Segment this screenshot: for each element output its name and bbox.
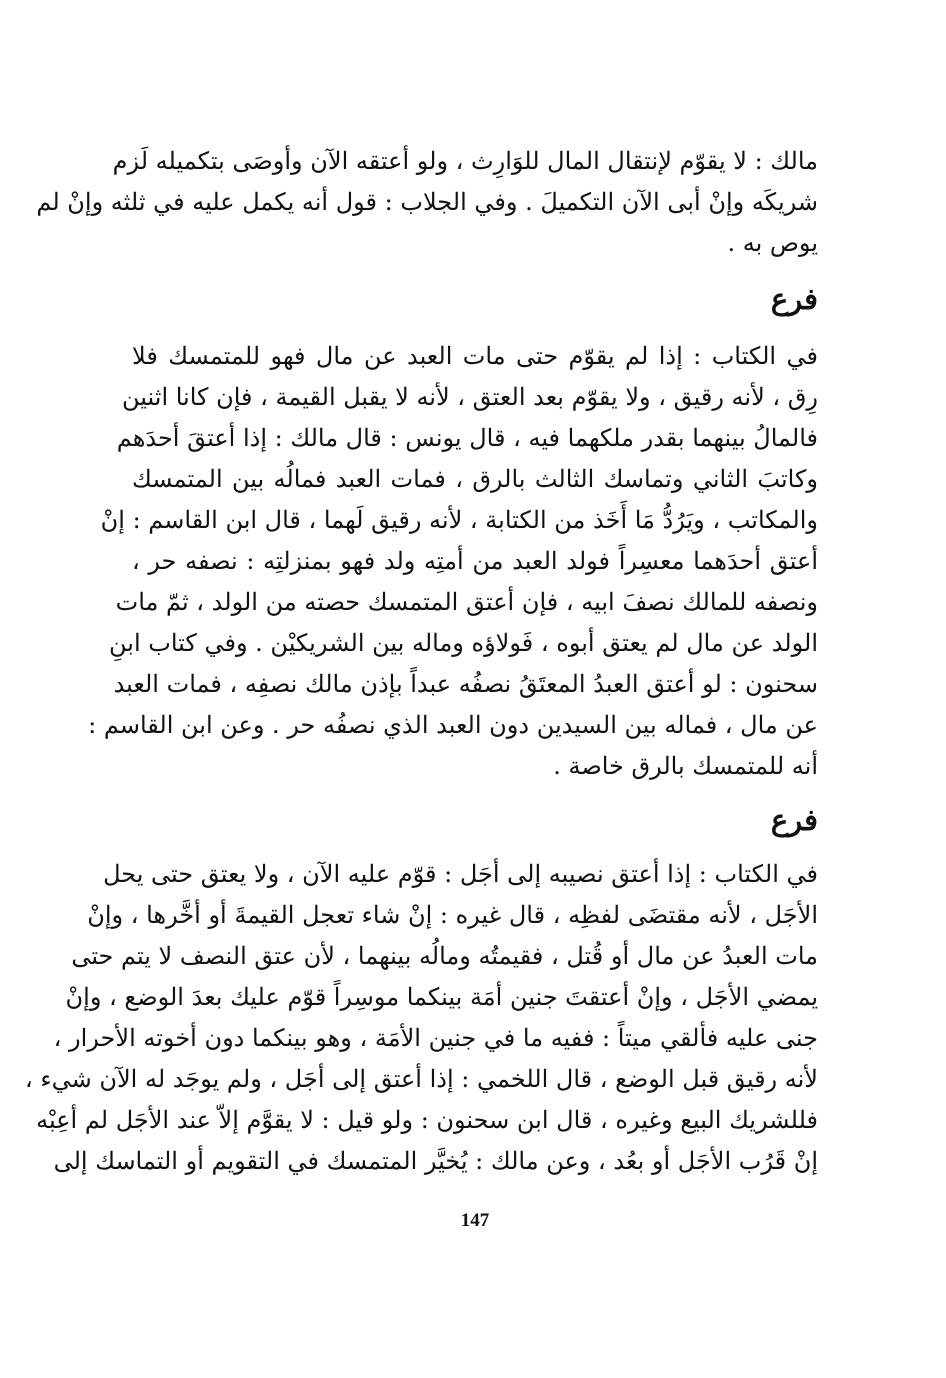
section-heading-1: فرع bbox=[770, 282, 818, 316]
text-line: مالك : لا يقوّم لإنتقال المال للوَارِث ، ولو أعتقه الآن وأوصَى بتكميله لَزم bbox=[112, 147, 818, 175]
text-line: فللشريك البيع وغيره ، قال ابن سحنون : ولو قيل : لا يقوَّم إلاّ عند الأجَل لم أعِبْه bbox=[36, 1106, 818, 1134]
section-heading-2: فرع bbox=[770, 803, 818, 837]
text-line: مات العبدُ عن مال أو قُتل ، فقيمتُه ومالُه بينهما ، لأن عتق النصف لا يتم حتى bbox=[71, 942, 818, 970]
text-line: يوص به . bbox=[727, 229, 818, 257]
paragraph-2 bbox=[88, 336, 818, 787]
paragraph-1 bbox=[36, 141, 818, 264]
text-line: جنى عليه فألقي ميتاً : ففيه ما في جنين الأمَة ، وهو بينكما دون أخوته الأحرار ، bbox=[53, 1024, 818, 1052]
text-line: يمضي الأجَل ، وإنْ أعتقتَ جنين أمَة بينكما موسِراً قوّم عليك بعدَ الوضع ، وإنْ bbox=[65, 983, 818, 1011]
document-page bbox=[24, 0, 818, 1378]
paragraph-3 bbox=[24, 854, 818, 1182]
text-line: الولد عن مال لم يعتق أبوه ، فَولاؤه وماله بين الشريكيْن . وفي كتاب ابنِ bbox=[109, 629, 818, 657]
page-number: 147 bbox=[460, 1210, 490, 1231]
text-line: لأنه رقيق قبل الوضع ، قال اللخمي : إذا أعتق إلى أجَل ، ولم يوجَد له الآن شيء ، bbox=[24, 1065, 818, 1093]
text-line: رِق ، لأنه رقيق ، ولا يقوّم بعد العتق ، لأنه لا يقبل القيمة ، فإن كانا اثنين bbox=[122, 383, 818, 411]
text-line: أنه للمتمسك بالرق خاصة . bbox=[553, 752, 818, 780]
text-line: عن مال ، فماله بين السيدين دون العبد الذي نصفُه حر . وعن ابن القاسم : bbox=[88, 711, 818, 739]
text-line: في الكتاب : إذا أعتق نصيبه إلى أجَل : قوّم عليه الآن ، ولا يعتق حتى يحل bbox=[103, 860, 818, 888]
text-line: شريكَه وإنْ أبى الآن التكميلَ . وفي الجلاب : قول أنه يكمل عليه في ثلثه وإنْ لم bbox=[36, 188, 818, 216]
text-line: أعتق أحدَهما معسِراً فولد العبد من أمتِه ولد فهو بمنزلتِه : نصفه حر ، bbox=[132, 547, 818, 575]
text-line: الأجَل ، لأنه مقتضَى لفظِه ، قال غيره : إنْ شاء تعجل القيمةَ أو أخَّرها ، وإنْ bbox=[87, 901, 818, 929]
text-line: وكاتبَ الثاني وتماسك الثالث بالرق ، فمات العبد فمالُه بين المتمسك bbox=[132, 465, 818, 493]
text-line: إنْ قَرُب الأجَل أو بعُد ، وعن مالك : يُخيَّر المتمسك في التقويم أو التماسك إلى bbox=[53, 1147, 818, 1175]
text-line: في الكتاب : إذا لم يقوّم حتى مات العبد عن مال فهو للمتمسك فلا bbox=[132, 342, 818, 370]
text-line: سحنون : لو أعتق العبدُ المعتَقُ نصفُه عبداً بإذن مالك نصفِه ، فمات العبد bbox=[113, 670, 818, 698]
text-line: ونصفه للمالك نصفَ ابيه ، فإن أعتق المتمسك حصته من الولد ، ثمّ مات bbox=[115, 588, 818, 616]
text-line: والمكاتب ، ويَرُدُّ مَا أَخَذ من الكتابة ، لأنه رقيق لَهما ، قال ابن القاسم : إنْ bbox=[100, 506, 818, 534]
text-line: فالمالُ بينهما بقدر ملكهما فيه ، قال يونس : قال مالك : إذا أعتقَ أحدَهم bbox=[116, 424, 818, 452]
